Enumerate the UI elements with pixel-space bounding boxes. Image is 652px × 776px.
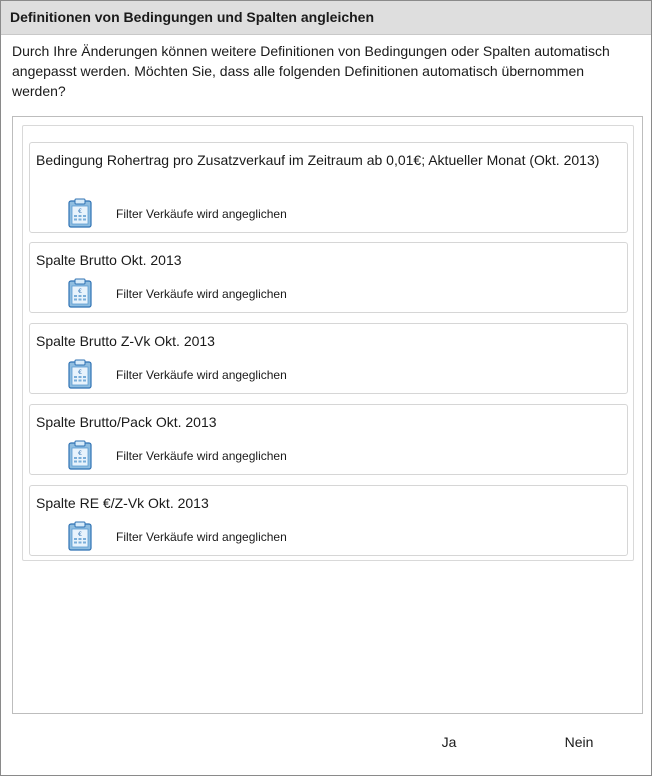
- clipboard-euro-icon: [68, 278, 92, 308]
- list-item-title: Spalte Brutto Okt. 2013: [36, 252, 182, 268]
- list-item: [29, 323, 628, 394]
- list-item: [29, 485, 628, 556]
- clipboard-euro-icon: [68, 440, 92, 470]
- list-item: [29, 404, 628, 475]
- title-bar[interactable]: [1, 1, 651, 35]
- list-item-title: Bedingung Rohertrag pro Zusatzverkauf im Zeitraum ab 0,01€; Aktueller Monat (Okt. 2013): [36, 152, 600, 168]
- svg-text:€: €: [78, 288, 82, 295]
- list-item: [29, 142, 628, 233]
- list-item-note: Filter Verkäufe wird angeglichen: [116, 287, 287, 301]
- list-item: [29, 242, 628, 313]
- no-button[interactable]: Nein: [549, 726, 609, 758]
- definitions-list[interactable]: [12, 116, 643, 714]
- dialog-title: Definitionen von Bedingungen und Spalten angleichen: [10, 9, 375, 25]
- list-item-note: Filter Verkäufe wird angeglichen: [116, 449, 287, 463]
- list-item-note: Filter Verkäufe wird angeglichen: [116, 530, 287, 544]
- svg-text:€: €: [78, 531, 82, 538]
- list-item-title: Spalte Brutto/Pack Okt. 2013: [36, 414, 217, 430]
- svg-text:€: €: [78, 450, 82, 457]
- definitions-list-inner: [22, 125, 634, 561]
- clipboard-euro-icon: [68, 521, 92, 551]
- svg-text:€: €: [78, 369, 82, 376]
- intro-text: Durch Ihre Änderungen können weitere Definitionen von Bedingungen oder Spalten automatisch angepasst werden. Möchten Sie, dass alle folgenden Definitionen automatisch übernommen werden?: [12, 43, 610, 99]
- list-item-title: Spalte Brutto Z-Vk Okt. 2013: [36, 333, 215, 349]
- list-item-note: Filter Verkäufe wird angeglichen: [116, 368, 287, 382]
- yes-button[interactable]: Ja: [421, 726, 477, 758]
- svg-text:€: €: [78, 208, 82, 215]
- clipboard-euro-icon: [68, 359, 92, 389]
- list-item-title: Spalte RE €/Z-Vk Okt. 2013: [36, 495, 209, 511]
- clipboard-euro-icon: [68, 198, 92, 228]
- list-item-note: Filter Verkäufe wird angeglichen: [116, 207, 287, 221]
